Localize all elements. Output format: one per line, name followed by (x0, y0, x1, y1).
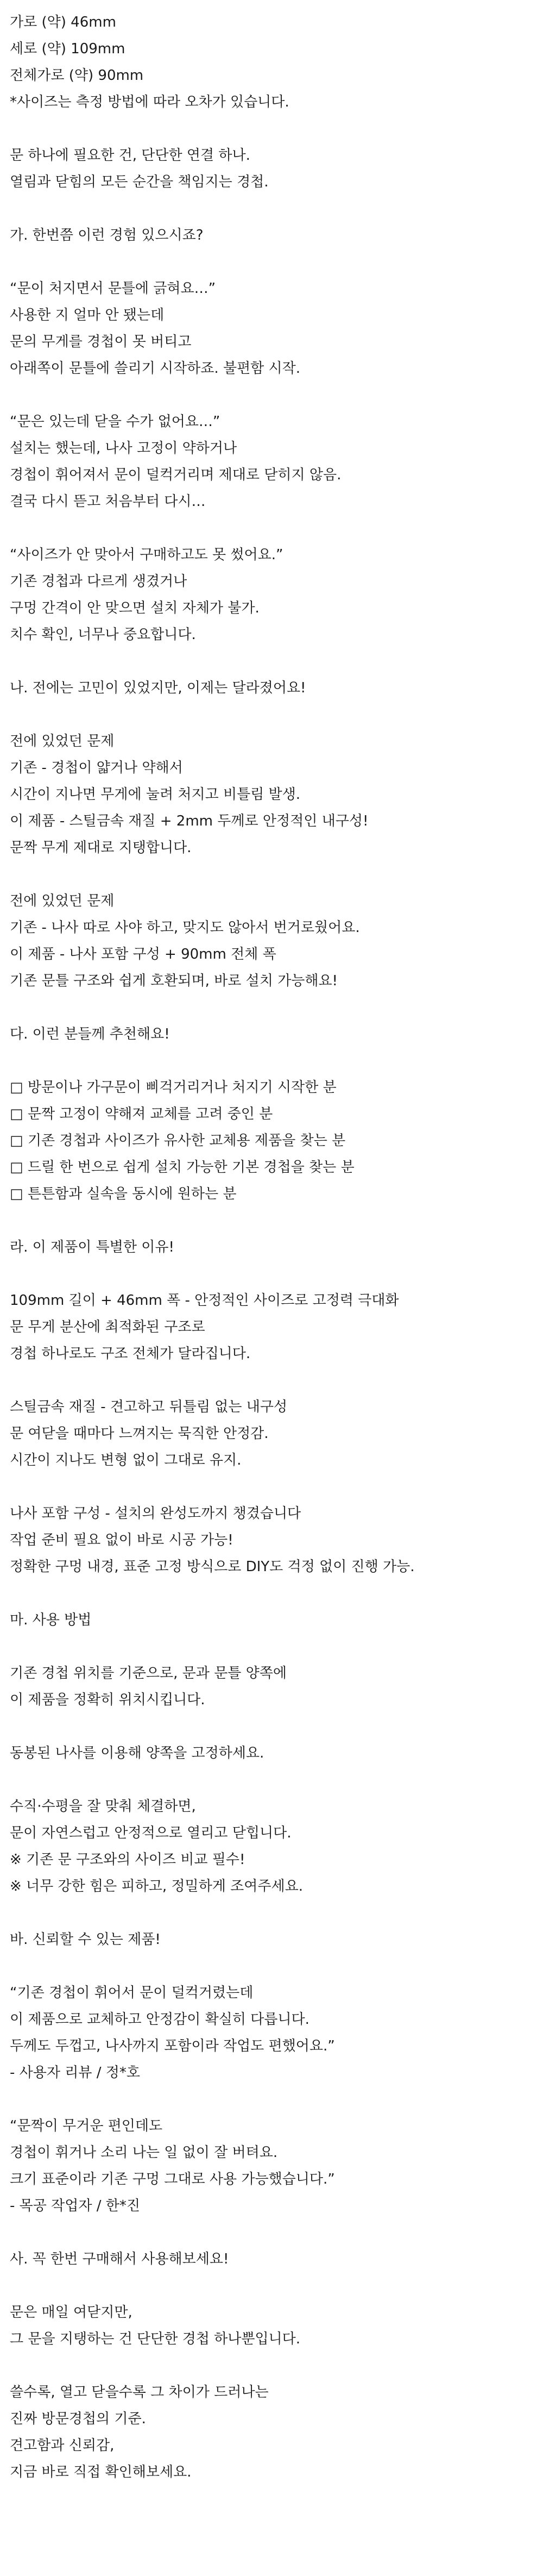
blank-line (10, 1634, 543, 1660)
text-line: 기존 문틀 구조와 쉽게 호환되며, 바로 설치 가능해요! (10, 973, 338, 989)
text-line: “기존 경첩이 휘어서 문이 덜컥거렸는데 (10, 1985, 254, 2001)
text-line: □ 튼튼함과 실속을 동시에 원하는 분 (10, 1186, 237, 1202)
text-line: 가로 (약) 46mm (10, 14, 116, 30)
blank-line (10, 2086, 543, 2113)
text-line: 전에 있었던 문제 (10, 733, 115, 749)
text-line: 라. 이 제품이 특별한 이유! (10, 1239, 174, 1255)
blank-line (10, 2219, 543, 2246)
text-line: “사이즈가 안 맞아서 구매하고도 못 썼어요.” (10, 547, 283, 563)
text-line: 그 문을 지탱하는 건 단단한 경첩 하나뿐입니다. (10, 2331, 301, 2347)
text-line: 작업 준비 필요 없이 바로 시공 가능! (10, 1532, 233, 1548)
text-line: 마. 사용 방법 (10, 1612, 92, 1628)
text-line: 109mm 길이 + 46mm 폭 - 안정적인 사이즈로 고정력 극대화 (10, 1292, 399, 1309)
text-line: 이 제품으로 교체하고 안정감이 확실히 다릅니다. (10, 2011, 310, 2028)
text-line: 사용한 지 얼마 안 됐는데 (10, 307, 165, 323)
blank-line (10, 1261, 543, 1287)
text-line: 수직·수평을 잘 맞춰 체결하면, (10, 1798, 196, 1815)
text-line: 나사 포함 구성 - 설치의 완성도까지 챙겼습니다 (10, 1505, 301, 1522)
text-line: 치수 확인, 너무나 중요합니다. (10, 627, 196, 643)
blank-line (10, 116, 543, 142)
text-line: - 사용자 리뷰 / 정*호 (10, 2065, 141, 2081)
text-line: 시간이 지나도 변형 없이 그대로 유지. (10, 1452, 242, 1468)
text-line: 쓸수록, 열고 닫을수록 그 차이가 드러나는 (10, 2384, 269, 2400)
text-line: 기존 - 경첩이 얇거나 약해서 (10, 760, 183, 776)
text-line: 기존 경첩과 다르게 생겼거나 (10, 573, 187, 590)
text-line: 전에 있었던 문제 (10, 893, 115, 909)
text-line: 경첩 하나로도 구조 전체가 달라집니다. (10, 1346, 251, 1362)
text-line: 전체가로 (약) 90mm (10, 67, 144, 84)
blank-line (10, 1048, 543, 1074)
text-line: 진짜 방문경첩의 기준. (10, 2411, 146, 2427)
text-line: 경첩이 휘어져서 문이 덜컥거리며 제대로 닫히지 않음. (10, 467, 342, 483)
blank-line (10, 1953, 543, 1980)
text-line: 크기 표준이라 기존 구멍 그대로 사용 가능했습니다.” (10, 2171, 335, 2187)
text-line: - 목공 작업자 / 한*진 (10, 2198, 141, 2214)
text-line: 세로 (약) 109mm (10, 41, 125, 57)
text-line: 정확한 구멍 내경, 표준 고정 방식으로 DIY도 걱정 없이 진행 가능. (10, 1559, 415, 1575)
text-line: 기존 - 나사 따로 사야 하고, 맞지도 않아서 번거로웠어요. (10, 920, 360, 936)
blank-line (10, 702, 543, 728)
text-line: 경첩이 휘거나 소리 나는 일 없이 잘 버텨요. (10, 2144, 278, 2161)
blank-line (10, 196, 543, 222)
text-line: 바. 신뢰할 수 있는 제품! (10, 1931, 161, 1948)
text-line: 문 무게 분산에 최적화된 구조로 (10, 1319, 205, 1335)
text-line: □ 드릴 한 번으로 쉽게 설치 가능한 기본 경첩을 찾는 분 (10, 1159, 355, 1176)
text-line: 이 제품 - 나사 포함 구성 + 90mm 전체 폭 (10, 946, 276, 962)
text-line: 문이 자연스럽고 안정적으로 열리고 닫힙니다. (10, 1825, 292, 1841)
text-line: 이 제품 - 스틸금속 재질 + 2mm 두께로 안정적인 내구성! (10, 813, 369, 829)
blank-line (10, 995, 543, 1021)
text-line: 사. 꼭 한번 구매해서 사용해보세요! (10, 2251, 229, 2267)
blank-line (10, 515, 543, 542)
text-line: 동봉된 나사를 이용해 양쪽을 고정하세요. (10, 1745, 264, 1761)
text-line: 아래쪽이 문틀에 쓸리기 시작하죠. 불편함 시작. (10, 360, 301, 377)
blank-line (10, 249, 543, 276)
text-line: ※ 너무 강한 힘은 피하고, 정밀하게 조여주세요. (10, 1878, 303, 1895)
text-line: ※ 기존 문 구조와의 사이즈 비교 필수! (10, 1852, 245, 1868)
text-line: 스틸금속 재질 - 견고하고 뒤틀림 없는 내구성 (10, 1399, 288, 1415)
text-line: 결국 다시 뜯고 처음부터 다시… (10, 493, 206, 510)
text-line: 구멍 간격이 안 맞으면 설치 자체가 불가. (10, 600, 260, 616)
text-line: 견고함과 신뢰감, (10, 2437, 115, 2454)
text-line: □ 기존 경첩과 사이즈가 유사한 교체용 제품을 찾는 분 (10, 1133, 346, 1149)
text-line: 설치는 했는데, 나사 고정이 약하거나 (10, 440, 237, 457)
text-line: 시간이 지나면 무게에 눌려 처지고 비틀림 발생. (10, 786, 301, 803)
blank-line (10, 1714, 543, 1740)
blank-line (10, 861, 543, 888)
text-line: *사이즈는 측정 방법에 따라 오차가 있습니다. (10, 94, 289, 110)
blank-line (10, 1767, 543, 1793)
text-line: □ 방문이나 가구문이 삐걱거리거나 처지기 시작한 분 (10, 1079, 337, 1096)
text-line: 기존 경첩 위치를 기준으로, 문과 문틀 양쪽에 (10, 1665, 287, 1681)
text-line: 문은 매일 여닫지만, (10, 2304, 132, 2321)
blank-line (10, 1367, 543, 1394)
blank-line (10, 1474, 543, 1500)
text-line: 나. 전에는 고민이 있었지만, 이제는 달라졌어요! (10, 680, 306, 696)
blank-line (10, 382, 543, 409)
blank-line (10, 1580, 543, 1607)
blank-line (10, 2353, 543, 2379)
text-line: 다. 이런 분들께 추천해요! (10, 1026, 170, 1042)
text-line: “문은 있는데 닫을 수가 없어요…” (10, 414, 220, 430)
text-line: 문 여닫을 때마다 느껴지는 묵직한 안정감. (10, 1425, 269, 1442)
text-line: 지금 바로 직접 확인해보세요. (10, 2464, 192, 2480)
text-line: 가. 한번쯤 이런 경험 있으시죠? (10, 227, 204, 243)
blank-line (10, 1900, 543, 1927)
text-line: 이 제품을 정확히 위치시킵니다. (10, 1692, 205, 1708)
text-line: “문짝이 무거운 편인데도 (10, 2118, 163, 2134)
text-line: 두께도 두껍고, 나사까지 포함이라 작업도 편했어요.” (10, 2038, 335, 2054)
blank-line (10, 2273, 543, 2299)
blank-line (10, 648, 543, 675)
text-line: 문짝 무게 제대로 지탱합니다. (10, 840, 192, 856)
blank-line (10, 1208, 543, 1234)
text-line: “문이 처지면서 문틀에 긁혀요…” (10, 280, 216, 297)
text-line: 열림과 닫힘의 모든 순간을 책임지는 경첩. (10, 174, 269, 190)
text-line: 문 하나에 필요한 건, 단단한 연결 하나. (10, 147, 250, 164)
text-line: □ 문짝 고정이 약해져 교체를 고려 중인 분 (10, 1106, 273, 1122)
text-line: 문의 무게를 경첩이 못 버티고 (10, 334, 192, 350)
